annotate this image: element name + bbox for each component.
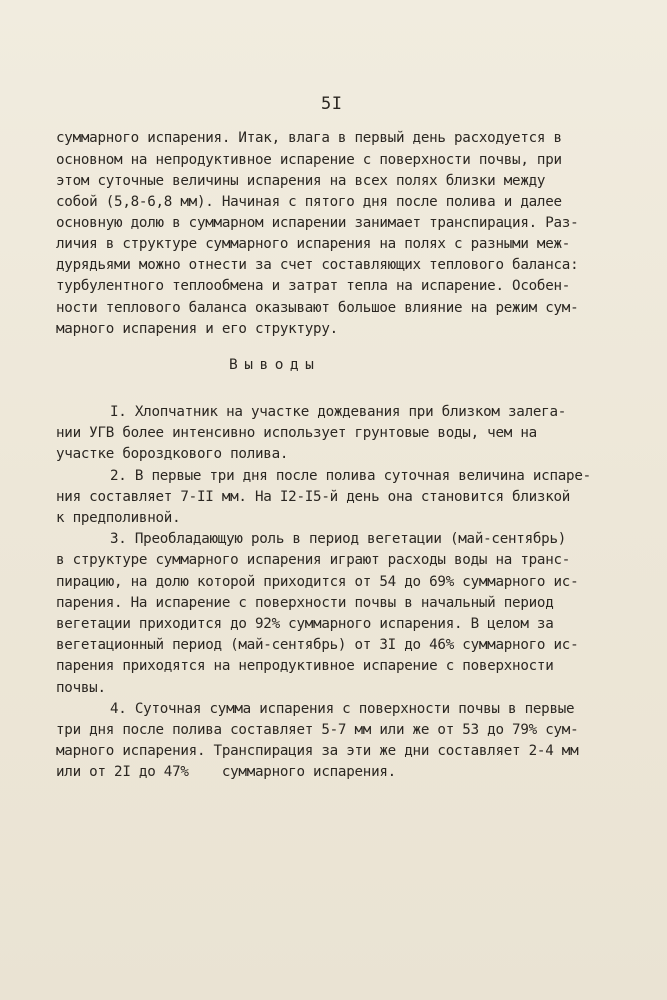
conclusion-line: I. Хлопчатник на участке дождевания при близком залега- [110,404,567,420]
paragraph-line: личия в структуре суммарного испарения на полях с разными меж- [56,236,571,252]
conclusion-line: вегетации приходится до 92% суммарного испарения. В целом за [56,616,554,632]
conclusion-line: парения. На испарение с поверхности почвы в начальный период [56,595,554,611]
conclusion-line: 2. В первые три дня после полива суточная величина испаре- [110,468,591,484]
conclusion-line: 4. Суточная сумма испарения с поверхности почвы в первые [110,701,575,717]
paragraph-line: ности теплового баланса оказывают большое влияние на режим сум- [56,300,579,316]
conclusion-line: в структуре суммарного испарения играют расходы воды на транс- [56,552,571,568]
conclusion-line: к предполивной. [56,510,181,526]
paragraph-line: дурядьями можно отнести за счет составляющих теплового баланса: [56,257,579,273]
paragraph-line: этом суточные величины испарения на всех полях близки между [56,173,546,189]
conclusion-line: пирацию, на долю которой приходится от 54 до 69% суммарного ис- [56,574,579,590]
conclusion-line: три дня после полива составляет 5-7 мм или же от 53 до 79% сум- [56,722,579,738]
conclusion-line: или от 2I до 47% суммарного испарения. [56,764,396,780]
paragraph-line: турбулентного теплообмена и затрат тепла на испарение. Особен- [56,278,571,294]
conclusion-line: участке бороздкового полива. [56,446,289,462]
page-number: 5I [321,94,343,114]
section-heading: Выводы [229,357,321,373]
paragraph-line: собой (5,8-6,8 мм). Начиная с пятого дня после полива и далее [56,194,562,210]
conclusion-line: почвы. [56,680,106,696]
conclusion-line: парения приходятся на непродуктивное испарение с поверхности [56,658,554,674]
conclusion-line: 3. Преобладающую роль в период вегетации (май-сентябрь) [110,531,567,547]
conclusion-line: марного испарения. Транспирация за эти же дни составляет 2-4 мм [56,743,579,759]
conclusion-line: ния составляет 7-II мм. На I2-I5-й день она становится близкой [56,489,571,505]
paragraph-line: основном на непродуктивное испарение с поверхности почвы, при [56,152,562,168]
conclusion-line: вегетационный период (май-сентябрь) от 3I до 46% суммарного ис- [56,637,579,653]
paragraph-line: основную долю в суммарном испарении занимает транспирация. Раз- [56,215,579,231]
conclusion-line: нии УГВ более интенсивно использует грунтовые воды, чем на [56,425,537,441]
paragraph-line: суммарного испарения. Итак, влага в первый день расходуется в [56,130,562,146]
paragraph-line: марного испарения и его структуру. [56,321,338,337]
